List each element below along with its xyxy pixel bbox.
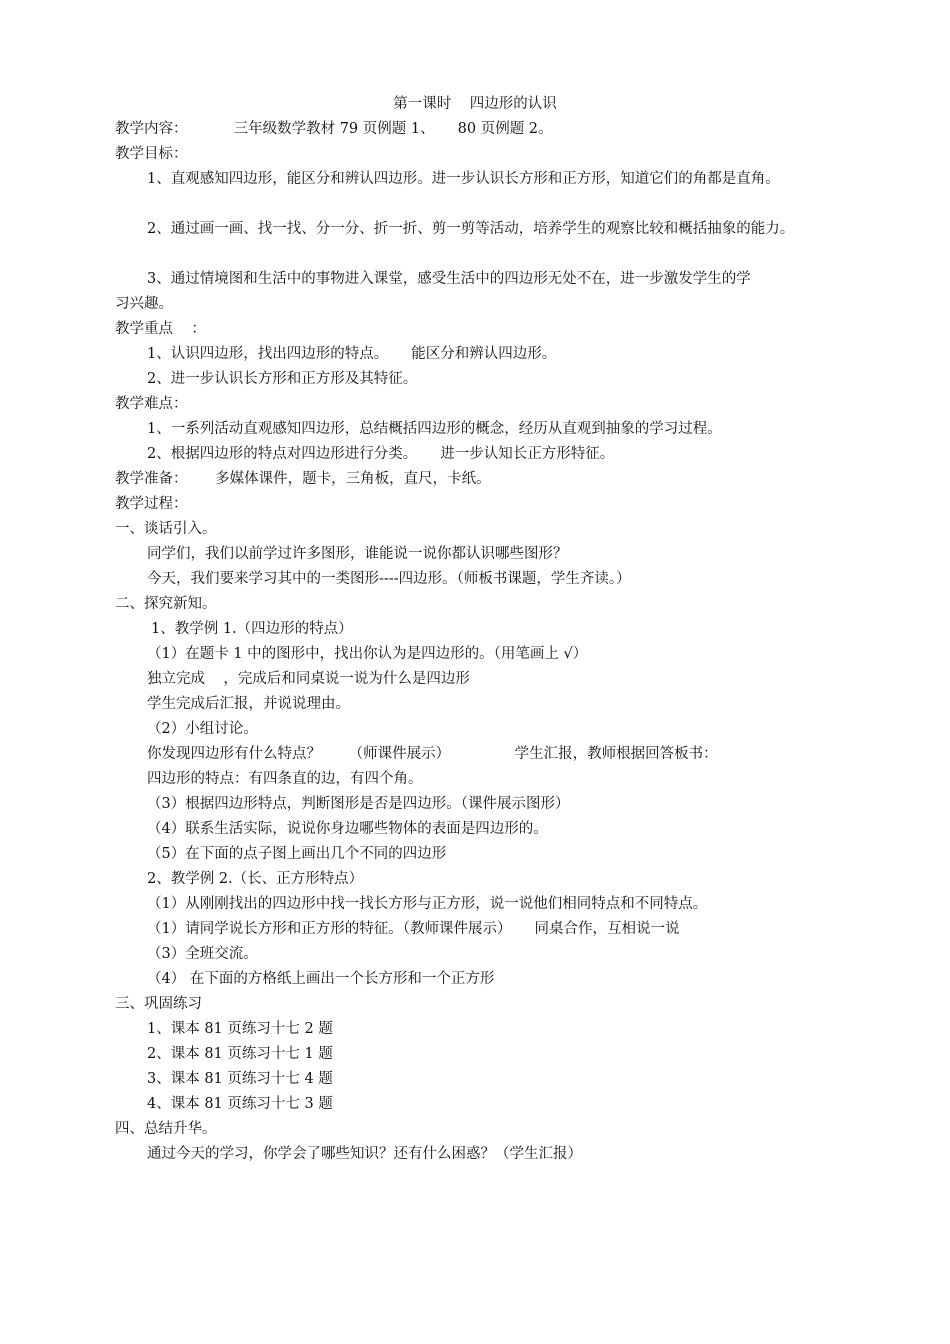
example-2-heading: 2、教学例 2.（长、正方形特点） [147,871,364,887]
objective-2: 2、通过画一画、找一找、分一分、折一折、剪一剪等活动，培养学生的观察比较和概括抽象的能力。 [147,221,795,237]
section-2-heading: 二、探究新知。 [115,596,217,612]
objectives-heading: 教学目标： [115,146,188,162]
step-1-2: （2）小组讨论。 [147,721,258,737]
step-2-1: （1）从刚刚找出的四边形中找一找长方形与正方形，说一说他们相同特点和不同特点。 [147,896,708,912]
step-2-2: （1）请同学说长方形和正方形的特征。（教师课件展示） 同桌合作，互相说一说 [147,921,680,937]
step-1-1-detail: 独立完成 ，完成后和同桌说一说为什么是四边形 [147,671,470,687]
section-1-heading: 一、谈话引入。 [115,521,217,537]
step-2-3: （3）全班交流。 [147,946,258,962]
objective-3-cont: 习兴趣。 [115,296,173,312]
exercise-1: 1、课本 81 页练习十七 2 题 [147,1021,333,1037]
key-point-2: 2、进一步认识长方形和正方形及其特征。 [147,371,418,387]
step-1-1-report: 学生完成后汇报，并说说理由。 [147,696,350,712]
exercise-3: 3、课本 81 页练习十七 4 题 [147,1071,333,1087]
key-point-1: 1、认识四边形，找出四边形的特点。 能区分和辨认四边形。 [147,346,557,362]
lesson-title: 第一课时 四边形的认识 [393,96,557,112]
section-3-heading: 三、巩固练习 [115,996,202,1012]
difficulties-heading: 教学难点： [115,396,188,412]
process-heading: 教学过程： [115,496,188,512]
teaching-content-line: 教学内容： 三年级数学教材 79 页例题 1、 80 页例题 2。 [115,121,553,137]
step-1-1: （1）在题卡 1 中的图形中，找出你认为是四边形的。（用笔画上 √） [147,646,588,662]
step-1-5: （5）在下面的点子图上画出几个不同的四边形 [147,846,447,862]
step-1-2-question: 你发现四边形有什么特点？ （师课件展示） 学生汇报，教师根据回答板书： [147,746,718,762]
step-1-2-summary: 四边形的特点：有四条直的边，有四个角。 [147,771,423,787]
step-1-4: （4）联系生活实际，说说你身边哪些物体的表面是四边形的。 [147,821,548,837]
section-4-heading: 四、总结升华。 [115,1121,217,1137]
difficulty-2: 2、根据四边形的特点对四边形进行分类。 进一步认知长正方形特征。 [147,446,615,462]
difficulty-1: 1、一系列活动直观感知四边形，总结概括四边形的概念，经历从直观到抽象的学习过程。 [147,421,722,437]
intro-line-2: 今天，我们要来学习其中的一类图形----四边形。（师板书课题，学生齐读。） [147,571,631,587]
summary-line: 通过今天的学习，你学会了哪些知识？还有什么困惑？（学生汇报） [147,1146,582,1162]
example-1-heading: 1、教学例 1.（四边形的特点） [151,621,353,637]
preparation-line: 教学准备： 多媒体课件，题卡，三角板，直尺，卡纸。 [115,471,491,487]
step-1-3: （3）根据四边形特点，判断图形是否是四边形。（课件展示图形） [147,796,570,812]
intro-line-1: 同学们，我们以前学过许多图形，谁能说一说你都认识哪些图形？ [147,546,568,562]
key-points-heading: 教学重点 ： [115,321,206,337]
step-2-4: （4） 在下面的方格纸上画出一个长方形和一个正方形 [147,971,495,987]
exercise-2: 2、课本 81 页练习十七 1 题 [147,1046,333,1062]
objective-1: 1、直观感知四边形，能区分和辨认四边形。进一步认识长方形和正方形，知道它们的角都是直角。 [147,171,780,187]
exercise-4: 4、课本 81 页练习十七 3 题 [147,1096,333,1112]
objective-3: 3、通过情境图和生活中的事物进入课堂，感受生活中的四边形无处不在，进一步激发学生的学 [147,271,751,287]
